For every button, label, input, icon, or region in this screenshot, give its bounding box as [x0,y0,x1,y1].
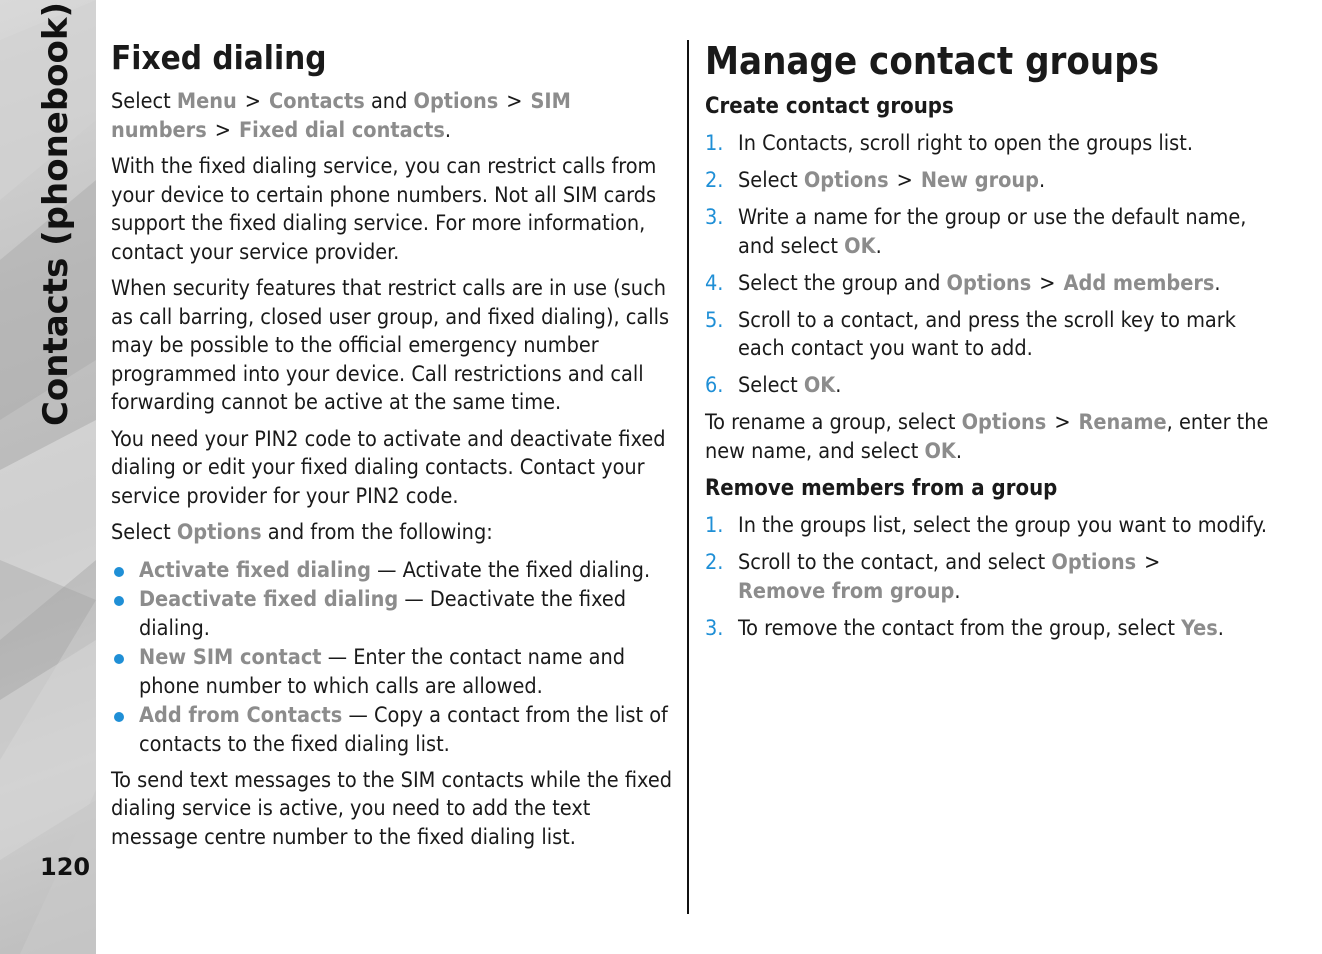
bullet-icon [114,654,124,664]
step-text: Select the group and [738,270,941,296]
step-text: Select [738,168,798,193]
step-item [705,372,1275,401]
option-term: New SIM contact [139,644,322,670]
step-text: Scroll to a contact, and press the scroll key to mark each contact you want to add. [738,307,1236,361]
path-separator: > [214,117,231,143]
ok-link: OK [924,438,956,464]
step-item [705,549,1275,606]
list-item [111,585,673,643]
step-number: 6. [705,373,724,398]
bullet-icon [114,596,124,606]
step-text: Scroll to the contact, and select [738,550,1046,575]
step-number: 3. [705,205,724,230]
step-item [705,307,1275,364]
option-term: Deactivate fixed dialing [139,586,399,612]
left-column [111,36,673,860]
create-steps [705,130,1275,401]
step-item [705,270,1275,299]
period: . [835,373,842,398]
options-link: Options [961,410,1047,435]
right-column [705,36,1275,652]
remove-members-heading: Remove members from a group [705,476,1058,501]
fixed-dialing-title: Fixed dialing [111,38,327,77]
text-rest: and from the following: [267,520,493,545]
path-separator: > [506,89,523,114]
options-list [111,556,673,759]
step-text: Write a name for the group or use the default name, and select [738,205,1247,259]
rename-text-mid: , enter the new name, and select [705,410,1269,464]
option-desc: — Enter the contact name and phone number to which calls are allowed. [139,644,626,699]
step-item [705,130,1275,159]
step-number: 2. [705,550,724,575]
step-item [705,204,1275,261]
path-separator: > [896,168,913,193]
step-text: To remove the contact from the group, select [738,615,1175,641]
menu-link: Menu [176,89,237,114]
new-group-link: New group [920,168,1040,193]
options-link: Options [946,270,1032,296]
select-options-line [111,519,673,548]
path-separator: > [1039,270,1056,296]
option-desc: — Activate the fixed dialing. [370,557,651,583]
bullet-icon [114,567,124,577]
list-item [111,556,673,585]
paragraph-text-messages: To send text messages to the SIM contacts while the fixed dialing service is active, you need to add the text message centre number to the fixed dialing list. [111,767,673,850]
step-number: 1. [705,131,724,156]
path-separator: > [1054,410,1071,435]
period: . [955,438,963,464]
step-text: Select [738,373,798,398]
period: . [954,578,961,604]
contacts-link: Contacts [269,89,365,114]
option-term: Add from Contacts [139,702,343,728]
page-number: 120 [40,853,91,881]
text-and: and [370,89,408,114]
rename-paragraph [705,409,1275,466]
step-item [705,512,1275,541]
step-item [705,615,1275,644]
chapter-title: Contacts (phonebook) [36,1,76,427]
ok-link: OK [803,373,836,398]
options-link: Options [803,168,889,193]
options-link: Options [176,520,262,545]
rename-link: Rename [1078,410,1167,435]
add-members-link: Add members [1063,270,1215,296]
paragraph-security: When security features that restrict calls are in use (such as call barring, closed user group, and fixed dialing), calls may be possible to the official emergency number programmed into your device. Call restrictions and call forwarding cannot be active at the same time. [111,276,670,415]
step-number: 5. [705,307,724,333]
text-select: Select [111,520,171,545]
fixed-dialing-path [111,88,673,145]
remove-steps [705,512,1275,643]
option-desc: — Deactivate the fixed dialing. [139,586,627,641]
period: . [1039,168,1046,193]
options-link: Options [413,89,499,114]
remove-from-group-link: Remove from group [738,578,955,604]
path-separator: > [244,89,261,114]
create-groups-heading: Create contact groups [705,94,954,119]
period: . [1214,270,1221,296]
column-divider [687,40,689,914]
period: . [444,117,452,143]
list-item [111,643,673,701]
step-item [705,167,1275,196]
path-separator: > [1144,550,1161,575]
rename-text: To rename a group, select [705,410,956,435]
option-desc: — Copy a contact from the list of contacts to the fixed dialing list. [139,702,668,757]
option-term: Activate fixed dialing [139,557,371,583]
ok-link: OK [844,233,876,259]
bullet-icon [114,712,124,722]
manage-groups-title: Manage contact groups [705,39,1160,83]
yes-link: Yes [1181,615,1218,641]
paragraph-service: With the fixed dialing service, you can restrict calls from your device to certain phone numbers. Not all SIM cards support the fixed dialing service. For more information, contact your service provider. [111,154,657,265]
paragraph-pin2: You need your PIN2 code to activate and deactivate fixed dialing or edit your fixed dialing contacts. Contact your service provider for your PIN2 code. [111,426,666,509]
step-number: 2. [705,168,724,193]
period: . [1217,615,1224,641]
fixed-dial-contacts-link: Fixed dial contacts [238,117,445,143]
step-text: In the groups list, select the group you want to modify. [738,513,1267,538]
list-item [111,701,673,759]
sim-numbers-link: SIM numbers [111,89,571,143]
text-select: Select [111,89,171,114]
chapter-sidebar [0,0,96,954]
options-link: Options [1051,550,1137,575]
step-number: 3. [705,615,724,641]
period: . [875,233,882,259]
step-number: 1. [705,513,724,538]
step-number: 4. [705,270,724,296]
step-text: In Contacts, scroll right to open the groups list. [738,131,1193,156]
